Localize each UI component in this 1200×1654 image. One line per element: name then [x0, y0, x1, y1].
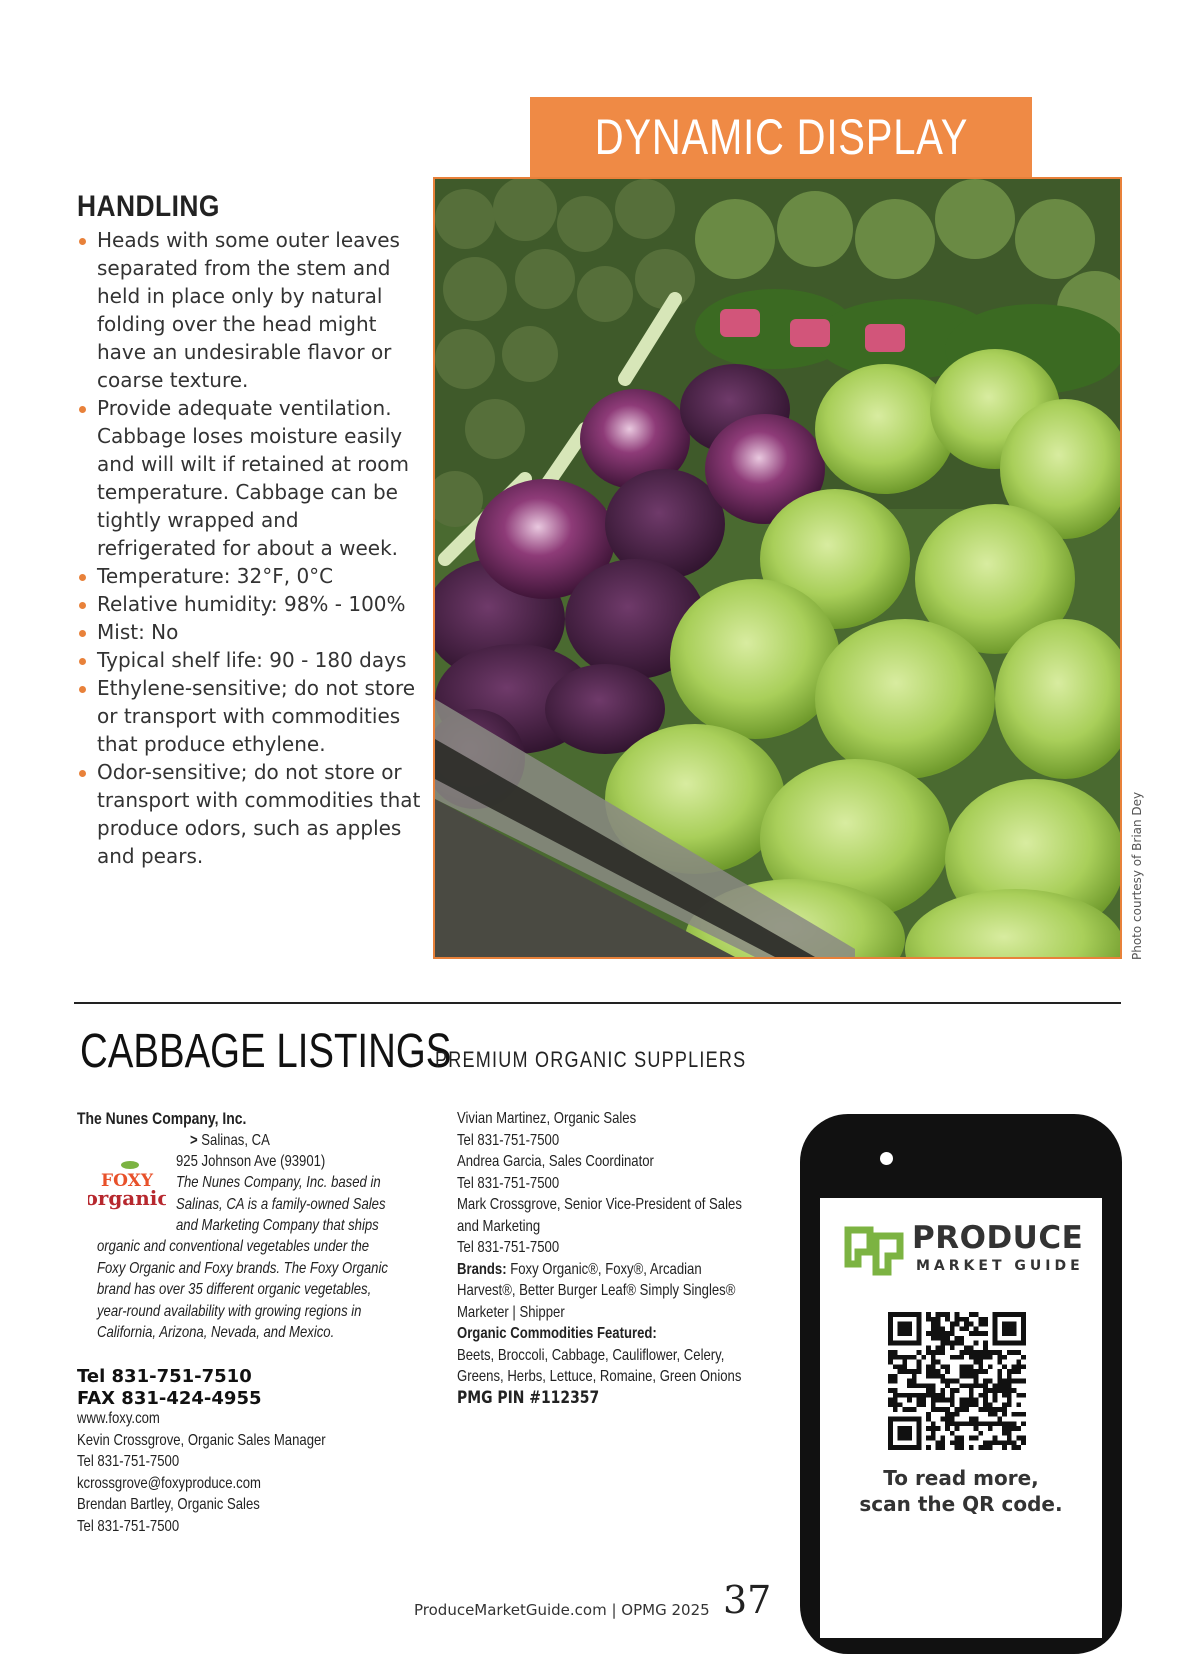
company-city: Salinas, CA: [197, 1132, 270, 1149]
description-line: year-round availability with growing regions in: [97, 1302, 362, 1320]
qr-code[interactable]: [888, 1312, 1026, 1450]
list-item: Ethylene-sensitive; do not store or transport with commodities that produce ethylene.: [77, 674, 422, 758]
list-item: Provide adequate ventilation. Cabbage loses moisture easily and will wilt if retained at room temperature. Cabbage can be tightly wrapped and refrigerated for about a week.: [77, 394, 422, 562]
list-item: Odor-sensitive; do not store or transport with commodities that produce odors, such as apples and pears.: [77, 758, 422, 870]
contact-line: Mark Crossgrove, Senior Vice-President of Sales: [457, 1196, 742, 1213]
contacts-left: [77, 1408, 326, 1537]
qr-cta-line: scan the QR code.: [859, 1492, 1063, 1516]
contacts-right: [457, 1108, 742, 1409]
brands-line: [457, 1259, 742, 1281]
contact-line: Brendan Bartley, Organic Sales: [77, 1496, 260, 1513]
svg-text:organic: organic: [88, 1186, 166, 1210]
list-item: Temperature: 32°F, 0°C: [77, 562, 422, 590]
qr-cta-line: To read more,: [883, 1466, 1039, 1490]
qr-call-to-action: [820, 1465, 1102, 1517]
company-address: 925 Johnson Ave (93901): [176, 1153, 326, 1170]
footer-text: ProduceMarketGuide.com | OPMG 2025: [414, 1601, 710, 1619]
list-item: Heads with some outer leaves separated from the stem and held in place only by natural folding over the head might have an undesirable flavor or coarse texture.: [77, 226, 422, 394]
pmg-logo-market-guide: MARKET GUIDE: [916, 1258, 1084, 1274]
contact-line: Tel 831-751-7500: [457, 1131, 560, 1149]
company-description: [97, 1236, 388, 1344]
pmg-pin: PMG PIN #112357: [457, 1387, 600, 1408]
commodities-line: Greens, Herbs, Lettuce, Romaine, Green Onions: [457, 1368, 742, 1385]
company-fax: FAX 831-424-4955: [77, 1388, 262, 1409]
contact-line: Andrea Garcia, Sales Coordinator: [457, 1153, 654, 1170]
brands-line: Marketer | Shipper: [457, 1303, 565, 1321]
contact-line: Tel 831-751-7500: [457, 1239, 560, 1256]
description-line: and Marketing Company that ships: [176, 1217, 379, 1234]
description-line: Foxy Organic and Foxy brands. The Foxy Organic: [97, 1259, 388, 1277]
contact-line: Tel 831-751-7500: [77, 1453, 180, 1470]
company-phone-fax: [77, 1366, 262, 1410]
description-line: California, Arizona, Nevada, and Mexico.: [97, 1324, 335, 1341]
brands-line: Harvest®, Better Burger Leaf® Simply Singles®: [457, 1282, 736, 1299]
list-item: Relative humidity: 98% - 100%: [77, 590, 422, 618]
description-line: brand has over 35 different organic vegetables,: [97, 1281, 372, 1298]
location-arrow: >: [190, 1132, 198, 1149]
contact-line: Kevin Crossgrove, Organic Sales Manager: [77, 1431, 326, 1449]
company-location: [190, 1130, 270, 1152]
pmg-logo-produce: PRODUCE: [912, 1220, 1084, 1256]
page-number: 37: [723, 1578, 772, 1622]
description-line: The Nunes Company, Inc. based in: [176, 1174, 381, 1191]
handling-list: [77, 226, 422, 870]
contact-line: and Marketing: [457, 1217, 541, 1235]
listings-title: CABBAGE LISTINGS: [80, 1025, 452, 1078]
produce-market-guide-logo-icon: [844, 1226, 904, 1276]
listings-subtitle: PREMIUM ORGANIC SUPPLIERS: [435, 1047, 747, 1072]
foxy-organic-logo: [88, 1158, 166, 1212]
contact-line: Vivian Martinez, Organic Sales: [457, 1110, 637, 1127]
brands-label: Brands:: [457, 1260, 507, 1278]
list-item: Mist: No: [77, 618, 422, 646]
contact-line: Tel 831-751-7500: [457, 1174, 560, 1192]
display-title: DYNAMIC DISPLAY: [594, 109, 968, 165]
phone-camera-dot: [880, 1152, 893, 1165]
company-website: www.foxy.com: [77, 1410, 160, 1427]
photo-credit: Photo courtesy of Brian Dey: [1130, 791, 1144, 960]
section-divider: [74, 1002, 1121, 1004]
handling-heading: HANDLING: [77, 190, 220, 223]
cabbage-display-photo: [433, 177, 1122, 959]
commodities-label: Organic Commodities Featured:: [457, 1325, 657, 1342]
description-line: Salinas, CA is a family-owned Sales: [176, 1195, 386, 1213]
svg-text:FOXY: FOXY: [101, 1171, 153, 1191]
contact-line: Tel 831-751-7500: [77, 1517, 180, 1535]
company-description-intro: [176, 1172, 386, 1237]
brands-value: Foxy Organic®, Foxy®, Arcadian: [506, 1260, 702, 1278]
company-tel: Tel 831-751-7510: [77, 1366, 252, 1387]
commodities-line: Beets, Broccoli, Cabbage, Cauliflower, Celery,: [457, 1346, 725, 1364]
contact-email: kcrossgrove@foxyproduce.com: [77, 1474, 261, 1492]
description-line: organic and conventional vegetables under the: [97, 1238, 370, 1255]
company-name: The Nunes Company, Inc.: [77, 1109, 247, 1128]
list-item: Typical shelf life: 90 - 180 days: [77, 646, 422, 674]
